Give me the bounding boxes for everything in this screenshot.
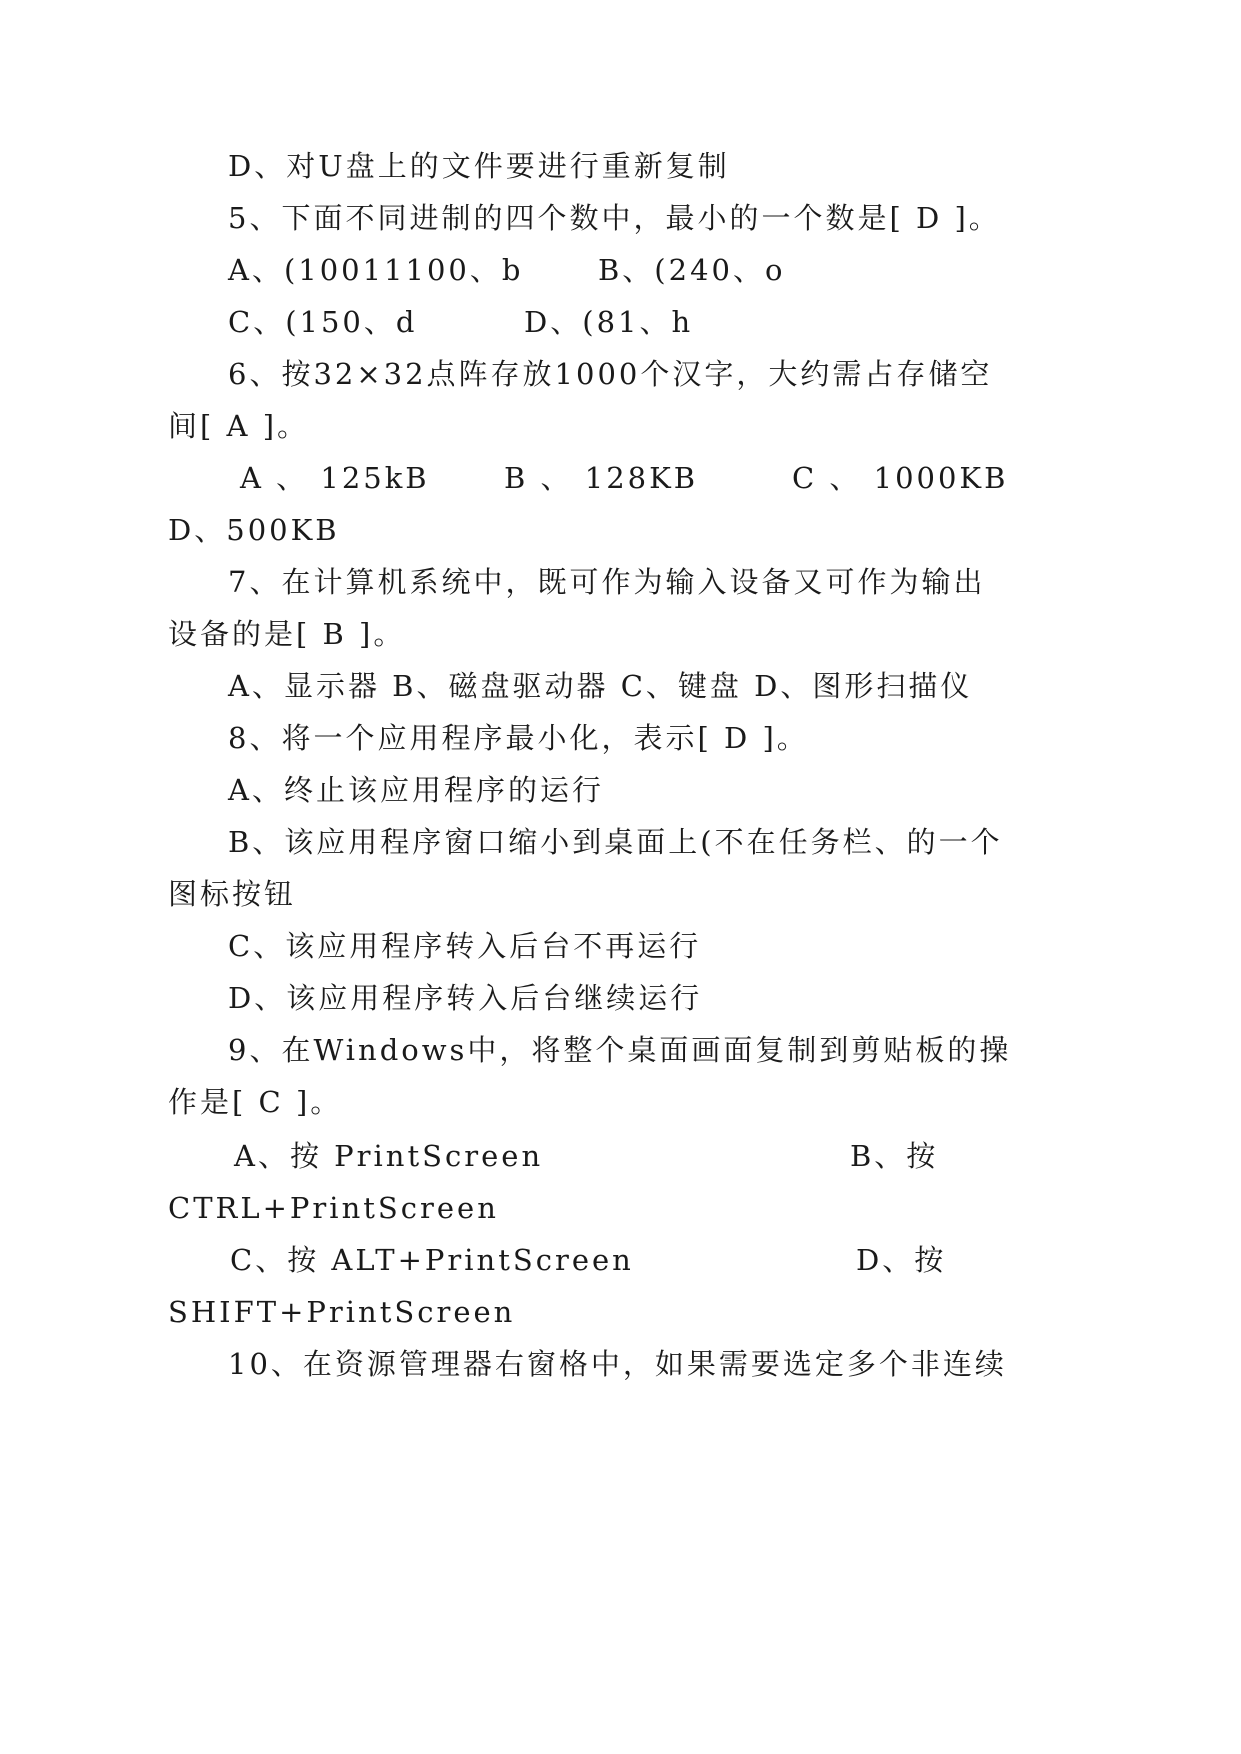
question-9-line-1: 9、在Windows中，将整个桌面画面复制到剪贴板的操 — [228, 1033, 1012, 1067]
option-5c: C、(150、d — [228, 305, 418, 339]
option-8a: A、终止该应用程序的运行 — [228, 773, 604, 807]
option-6d: D、500KB — [168, 513, 340, 547]
option-9b: B、按 — [850, 1139, 939, 1173]
option-5b: B、(240、o — [598, 253, 786, 287]
question-5: 5、下面不同进制的四个数中，最小的一个数是[ D ]。 — [228, 201, 1001, 235]
option-8b-line-1: B、该应用程序窗口缩小到桌面上(不在任务栏、的一个 — [228, 825, 1003, 859]
option-5a: A、(10011100、b — [228, 253, 524, 287]
question-7-line-2: 设备的是[ B ]。 — [168, 617, 406, 651]
question-6-line-2: 间[ A ]。 — [168, 409, 310, 443]
option-9d-key: SHIFT+PrintScreen — [168, 1295, 516, 1329]
option-6a: A 、 125kB — [240, 461, 430, 495]
question-8: 8、将一个应用程序最小化，表示[ D ]。 — [228, 721, 809, 755]
question-10: 10、在资源管理器右窗格中，如果需要选定多个非连续 — [228, 1347, 1007, 1381]
option-6c: C 、 1000KB — [792, 461, 1009, 495]
question-7-line-1: 7、在计算机系统中，既可作为输入设备又可作为输出 — [228, 565, 986, 599]
option-5d: D、(81、h — [524, 305, 694, 339]
option-9c: C、按 ALT+PrintScreen — [230, 1243, 634, 1277]
options-7: A、显示器 B、磁盘驱动器 C、键盘 D、图形扫描仪 — [228, 669, 973, 703]
option-9a: A、按 PrintScreen — [234, 1139, 544, 1173]
option-9b-key: CTRL+PrintScreen — [168, 1191, 499, 1225]
option-6b: B 、 128KB — [504, 461, 699, 495]
option-8d: D、该应用程序转入后台继续运行 — [228, 981, 703, 1015]
option-8c: C、该应用程序转入后台不再运行 — [228, 929, 702, 963]
question-6-line-1: 6、按32×32点阵存放1000个汉字，大约需占存储空 — [228, 357, 993, 391]
option-9d: D、按 — [856, 1243, 947, 1277]
question-9-line-2: 作是[ C ]。 — [168, 1085, 343, 1119]
option-8b-line-2: 图标按钮 — [168, 877, 297, 911]
text-line: D、对U盘上的文件要进行重新复制 — [228, 149, 730, 183]
